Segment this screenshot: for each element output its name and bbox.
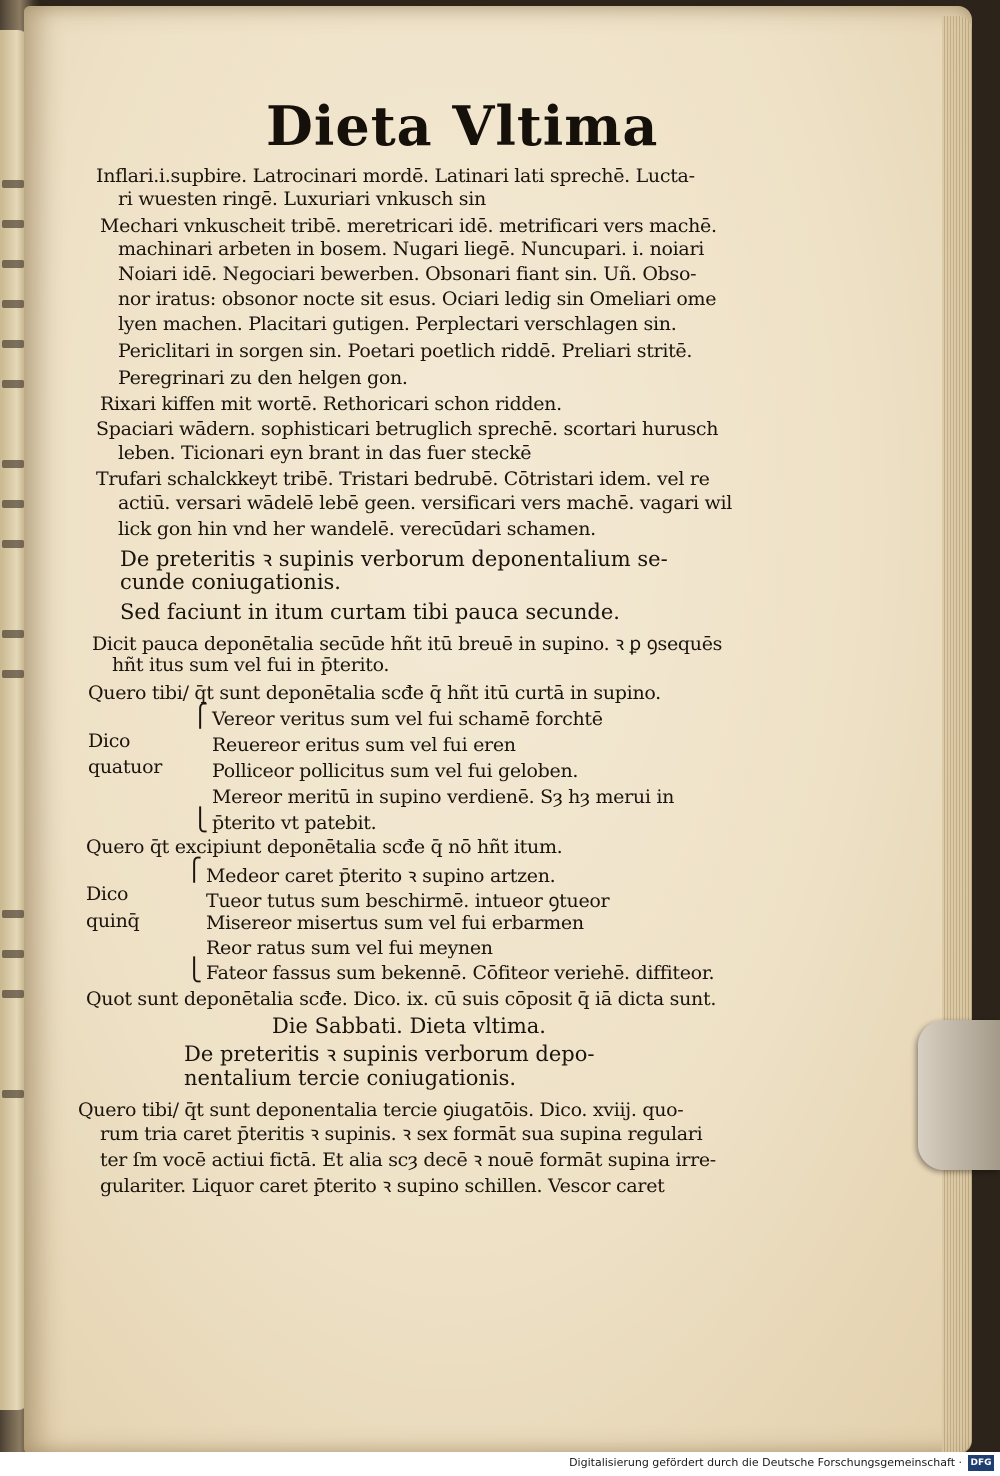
text-line: Mereor meritū in supino verdienē. Sȝ hȝ merui in: [212, 786, 675, 808]
text-line: nor iratus: obsonor nocte sit esus. Ociari ledig sin Omeliari ome: [118, 288, 717, 310]
text-line: hñt itus sum vel fui in p̄terito.: [112, 654, 390, 676]
text-line: Quero q̄t excipiunt deponētalia scđe q̄ nō hñt itum.: [86, 836, 563, 858]
text-line: Medeor caret p̄terito ꝛ supino artzen.: [206, 865, 556, 887]
text-line: actiū. versari wādelē lebē geen. versificari vers machē. vagari wil: [118, 492, 733, 514]
text-line: Misereor misertus sum vel fui erbarmen: [206, 912, 584, 934]
text-line: Trufari schalckkeyt tribē. Tristari bedrubē. Cōtristari idem. vel re: [96, 468, 710, 490]
book-clasp-tab: [918, 1020, 1000, 1170]
page-edges: [942, 16, 972, 1452]
text-line: lyen machen. Placitari gutigen. Perplectari verschlagen sin.: [118, 313, 677, 335]
text-line: ter ſm vocē actiui fictā. Et alia scȝ decē ꝛ nouē formāt supina irre-: [100, 1149, 716, 1171]
text-line: Dicit pauca deponētalia secūde hñt itū breuē in supino. ꝛ ꝑ ꝯsequēs: [92, 633, 723, 655]
footer-credit-text: Digitalisierung gefördert durch die Deutsche Forschungsgemeinschaft ·: [569, 1456, 962, 1469]
brace-bottom: ⎩: [186, 958, 203, 983]
text-line: machinari arbeten in bosem. Nugari liegē. Nuncupari. i. noiari: [118, 238, 705, 260]
text-line: Inflari.i.supbire. Latrocinari mordē. Latinari lati sprechē. Lucta-: [96, 165, 695, 187]
text-line: lick gon hin vnd her wandelē. verecūdari schamen.: [118, 518, 596, 540]
text-line: Periclitari in sorgen sin. Poetari poetlich riddē. Preliari stritē.: [118, 340, 693, 362]
brace-top: ⎧: [186, 858, 203, 883]
text-line: rum tria caret p̄teritis ꝛ supinis. ꝛ sex formāt sua supina regulari: [100, 1123, 703, 1145]
margin-label: Dico: [88, 730, 131, 752]
text-line: Tueor tutus sum beschirmē. intueor ꝯtueor: [206, 890, 610, 912]
section-title: Die Sabbati. Dieta vltima.: [272, 1014, 546, 1038]
text-line: Quot sunt deponētalia scđe. Dico. ix. cū suis cōposit q̄ iā dicta sunt.: [86, 988, 717, 1010]
text-line: Fateor fassus sum bekennē. Cōfiteor veriehē. diffiteor.: [206, 962, 715, 984]
text-line: p̄terito vt patebit.: [212, 812, 377, 834]
text-line: Vereor veritus sum vel fui schamē forchtē: [212, 708, 603, 730]
section-title: nentalium tercie coniugationis.: [184, 1066, 517, 1090]
verse-line: Sed faciunt in itum curtam tibi pauca secunde.: [120, 600, 620, 624]
text-line: Reor ratus sum vel fui meynen: [206, 937, 493, 959]
margin-label: quinq̄: [86, 910, 140, 932]
margin-label: quatuor: [88, 756, 163, 778]
text-line: Peregrinari zu den helgen gon.: [118, 367, 408, 389]
brace-top: ⎧: [192, 704, 209, 729]
text-line: Quero tibi/ q̄t sunt deponentalia tercie ꝯiugatōis. Dico. xviij. quo-: [78, 1099, 684, 1121]
text-line: Rixari kiffen mit wortē. Rethoricari schon ridden.: [100, 393, 562, 415]
text-line: Spaciari wādern. sophisticari betruglich sprechē. scortari hurusch: [96, 418, 719, 440]
text-line: Quero tibi/ q̄t sunt deponētalia scđe q̄ hñt itū curtā in supino.: [88, 682, 661, 704]
text-line: Polliceor pollicitus sum vel fui geloben.: [212, 760, 579, 782]
section-title: De preteritis ꝛ supinis verborum deponentalium se-: [120, 547, 668, 571]
text-line: Mechari vnkuscheit tribē. meretricari idē. metrificari vers machē.: [100, 215, 717, 237]
section-title: De preteritis ꝛ supinis verborum depo-: [184, 1042, 595, 1066]
text-line: leben. Ticionari eyn brant in das fuer steckē: [118, 442, 532, 464]
dfg-logo-icon: DFG: [968, 1455, 994, 1471]
margin-label: Dico: [86, 883, 129, 905]
text-line: Noiari idē. Negociari bewerben. Obsonari fiant sin. Uñ. Obso-: [118, 263, 697, 285]
section-title: cunde coniugationis.: [120, 570, 341, 594]
page-heading: Dieta Vltima: [266, 94, 659, 158]
digitization-footer: [0, 1452, 1000, 1476]
text-line: gulariter. Liquor caret p̄terito ꝛ supino schillen. Vescor caret: [100, 1175, 665, 1197]
text-line: ri wuesten ringē. Luxuriari vnkusch sin: [118, 188, 486, 210]
text-line: Reuereor eritus sum vel fui eren: [212, 734, 516, 756]
brace-bottom: ⎩: [192, 808, 209, 833]
